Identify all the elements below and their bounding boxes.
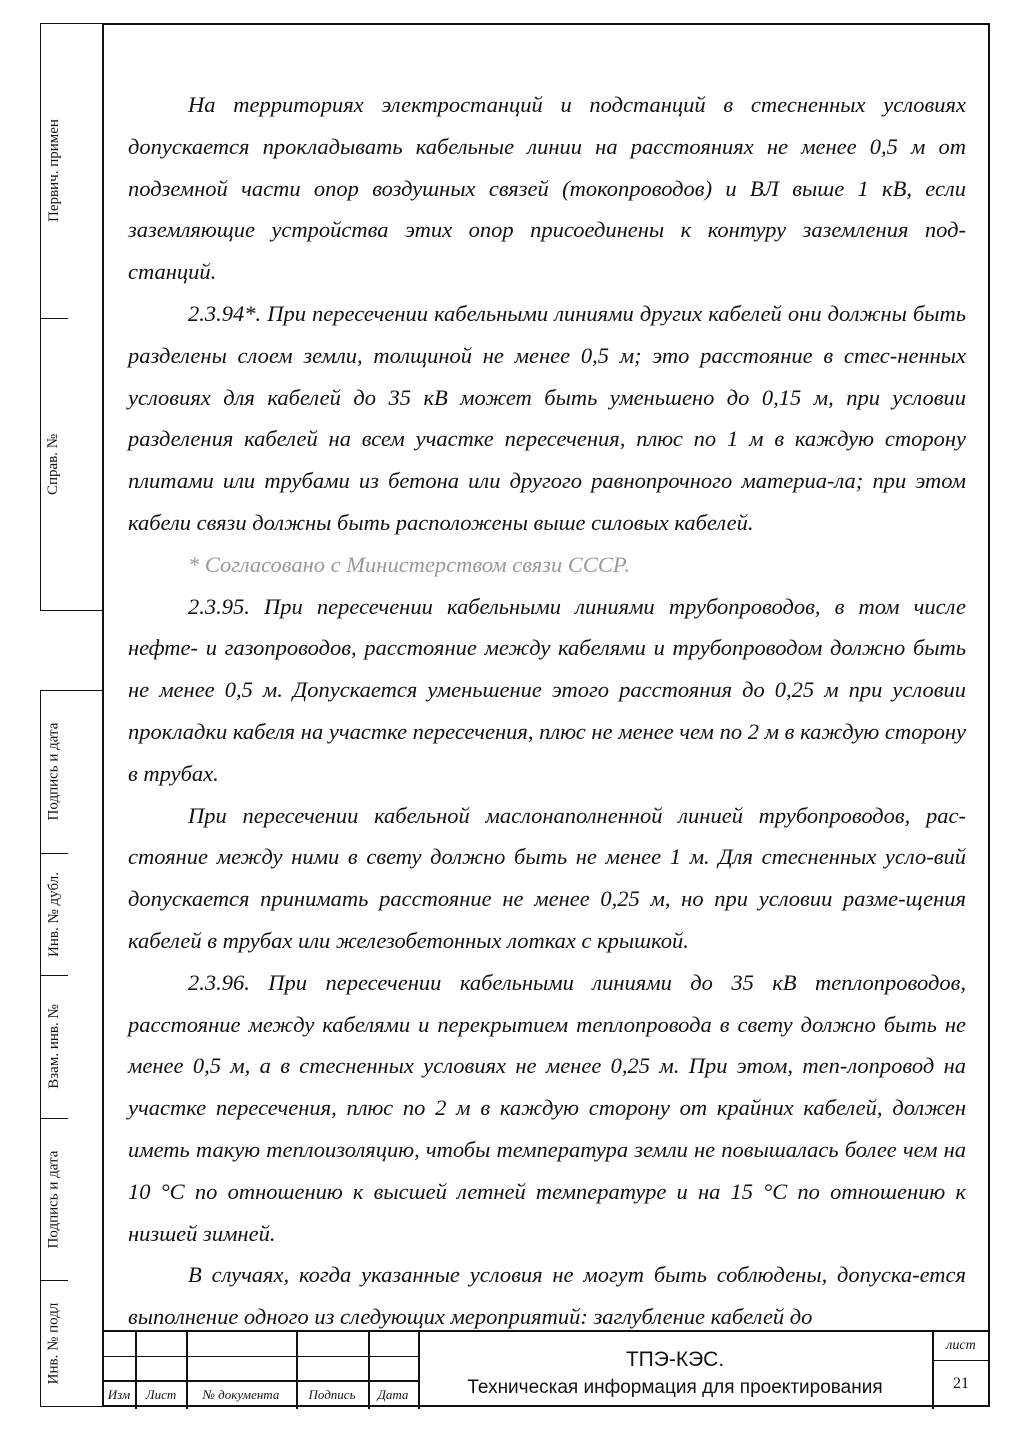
paragraph: При пересечении кабельной маслонаполненной линией трубопроводов, рас-стояние между ними в свету должно быть не менее 1 м. Для стесненных усло-вий допускается принимать расстояние не менее 0,25 м, но при условии разме-щения кабелей в трубах или железобетонных лотках с крышкой. (128, 802, 966, 953)
footnote: * Согласовано с Министерством связи СССР. (188, 551, 630, 577)
document-body (128, 84, 966, 1338)
document-code: ТПЭ-КЭС. (625, 1348, 725, 1371)
col-doc-label: № документа (202, 1387, 280, 1402)
paragraph: 2.3.95. При пересечении кабельными линиями трубопроводов, в том числе нефте- и газопроводов, расстояние между кабелями и трубопроводом должно быть не менее 0,5 м. Допускается уменьшение этого расстояния до 0,25 м при условии прокладки кабеля на участке пересечения, плюс не менее чем по 2 м в каждую сторону в трубах. (128, 593, 966, 786)
col-list-label: Лист (145, 1387, 177, 1402)
paragraph: На территориях электростанций и подстанций в стесненных условиях допускается прокладывать кабельные линии на расстояниях не менее 0,5 м от подземной части опор воздушных связей (токопроводов) и ВЛ выше 1 кВ, если заземляющие устройства этих опор присоединены к контуру заземления под-станций. (128, 92, 966, 285)
paragraph: В случаях, когда указанные условия не могут быть соблюдены, допуска-ется выполнение одного из следующих мероприятий: заглубление кабелей до (128, 1262, 966, 1330)
paragraph: 2.3.94*. При пересечении кабельными линиями других кабелей они должны быть разделены слоем земли, толщиной не менее 0,5 м; это расстояние в стес-ненных условиях для кабелей до 35 кВ может быть уменьшено до 0,15 м, при условии разделения кабелей на всем участке пересечения, плюс по 1 м в каждую сторону плитами или трубами из бетона или другого равнопрочного материа-ла; при этом кабели связи должны быть расположены выше силовых кабелей. (128, 300, 966, 535)
margin-label-vzam-inv: Взам. инв. № (45, 1004, 62, 1089)
document-title: Техническая информация для проектирования (467, 1377, 883, 1398)
paragraph: 2.3.96. При пересечении кабельными линиями до 35 кВ теплопроводов, расстояние между кабелями и перекрытием теплопровода в свету должно быть не менее 0,5 м, а в стесненных условиях не менее 0,25 м. При этом, теп-лопровод на участке пересечения, плюс по 2 м в каждую сторону от крайних кабелей, должен иметь такую теплоизоляцию, чтобы температура земли не повышалась более чем на 10 °С по отношению к высшей летней температуре и на 15 °С по отношению к низшей зимней. (128, 969, 966, 1246)
margin-label-podpis-data-2: Подпись и дата (45, 1150, 62, 1248)
col-izm-label: Изм (107, 1387, 131, 1402)
sheet-number: 21 (953, 1375, 969, 1392)
col-date-label: Дата (377, 1387, 409, 1402)
margin-label-sprav-no: Справ. № (45, 433, 62, 496)
margin-label-inv-podl: Инв. № подл (45, 1302, 62, 1385)
margin-label-inv-dubl: Инв. № дубл. (45, 871, 62, 957)
sheet-caption: лист (946, 1338, 976, 1353)
col-sign-label: Подпись (308, 1387, 356, 1402)
margin-label-perv-primen: Первич. примен (45, 119, 62, 222)
margin-label-podpis-data: Подпись и дата (45, 722, 62, 821)
